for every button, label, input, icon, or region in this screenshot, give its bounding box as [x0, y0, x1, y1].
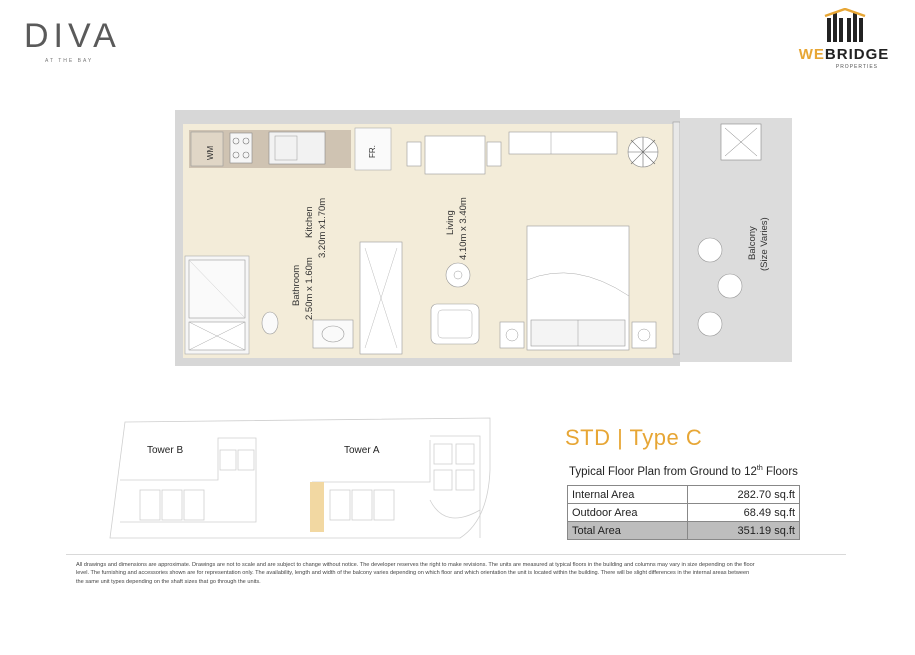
unit-type-title: STD | Type C: [565, 425, 703, 450]
table-row-total: [568, 522, 800, 540]
area-label: Total Area: [568, 522, 688, 540]
webridge-logo: [784, 8, 904, 70]
diva-logo-subtitle: AT THE BAY: [42, 58, 96, 64]
table-row: [568, 486, 800, 504]
area-label: Outdoor Area: [568, 504, 688, 522]
footer-divider: [66, 554, 846, 555]
area-value: 351.19 sq.ft: [688, 522, 800, 540]
floor-note-superscript: th: [756, 465, 763, 472]
floor-note-prefix: Typical Floor Plan from Ground to 12: [569, 465, 757, 478]
diva-logo-text: DIVA: [24, 17, 121, 55]
key-plan-drawing: [100, 410, 500, 550]
floor-range-note: [569, 465, 798, 478]
key-plan: [100, 410, 500, 550]
table-row: [568, 504, 800, 522]
floor-plan: WM FR. Kitchen 3.20m x1.70m Bathroom 2.50m x 1.60m Living 4.10m x 3.40m Balcony (Size Varies): [175, 110, 795, 366]
tower-a-label: Tower A: [344, 445, 380, 456]
area-table: [567, 485, 800, 540]
area-label: Internal Area: [568, 486, 688, 504]
tower-b-label: Tower B: [147, 445, 184, 456]
area-value: 282.70 sq.ft: [688, 486, 800, 504]
floor-plan-drawing: [175, 110, 795, 366]
disclaimer-text: All drawings and dimensions are approximate. Drawings are not to scale and are subject to change without notice. The developer reserves the right to make revisions. The units are measured at typical floors in the building and columns may vary in size depending on the floor level. The furnishing and accessories shown are for representation only. The availability, length and width of the balcony varies depending on which floor and which orientation the unit is located within the building. There will be slight differences in the internal areas between the same unit types depending on the shaft sizes that go through the units.: [76, 562, 755, 585]
floor-note-suffix: Floors: [762, 465, 798, 478]
area-value: 68.49 sq.ft: [688, 504, 800, 522]
webridge-logo-subtitle: PROPERTIES: [835, 64, 878, 70]
webridge-emblem-icon: [824, 8, 866, 46]
diva-logo: [24, 18, 134, 68]
webridge-logo-text: WEBRIDGE: [798, 46, 890, 63]
